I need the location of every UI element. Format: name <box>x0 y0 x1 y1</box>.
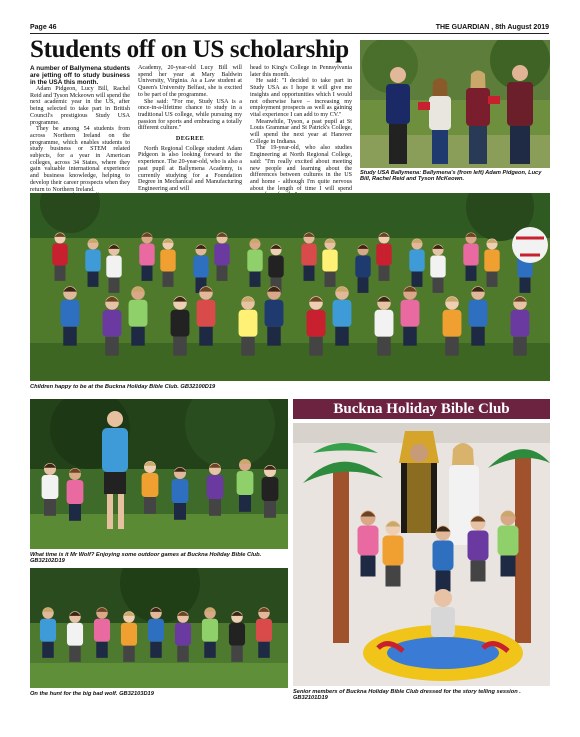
bible-club-banner: Buckna Holiday Bible Club <box>293 399 550 419</box>
article-subhead: DEGREE <box>175 136 205 143</box>
page-number: Page 46 <box>30 24 57 31</box>
senior-members-caption: Senior members of Buckna Holiday Bible Club dressed for the story telling session . GB32101D19 <box>293 689 521 702</box>
publication-dateline: THE GUARDIAN , 8th August 2019 <box>435 24 549 31</box>
article-lead: A number of Ballymena students are jetting off to study business in the USA this month. <box>30 65 130 86</box>
article-paragraph: Adam Pidgeon, Lucy Bill, Rachel Reid and Tyson Mckeown will spend the next academic year in the US, after being selected to take part in British Council's prestigious Study USA programme. <box>30 86 130 126</box>
senior-members-photo <box>293 423 550 686</box>
article-paragraph: Academy, 20-year-old Lucy Bill will spend her year at Mary Baldwin University, Virginia. As a Law student at Queen's University Belfast, she is excited to be part of the programme. <box>138 65 242 98</box>
article-paragraph: North Regional College student Adam Pidgeon is also looking forward to the experience. The 20-year-old, who is also a past pupil at Ballymena Academy, is currently studying for a Foundation Degree in Mechanical and Manufacturing Engineering and will <box>138 145 242 192</box>
wolf-hunt-photo <box>30 568 288 688</box>
wolf-hunt-caption: On the hunt for the big bad wolf. GB32103D19 <box>30 691 154 697</box>
article-paragraph: Meanwhile, Tyson, a past pupil at St Louis Grammar and St Patrick's College, will spend the next year at Hanover College in Indiana. <box>250 118 352 145</box>
header-rule <box>30 33 549 34</box>
article-paragraph: The 19-year-old, who also studies Engineering at North Regional College, said: "I'm really excited about meeting new people and learning about the differences between cultures in the US and home - although I'm quite nervous about the length of time I will spend <box>250 145 352 192</box>
group-photo-caption: Children happy to be at the Buckna Holiday Bible Club. GB32100D19 <box>30 384 216 390</box>
bible-club-group-photo <box>30 193 550 381</box>
children-walking <box>40 607 272 662</box>
article-paragraph: They be among 54 students from across Northern Ireland on the programme, which enables students to study business or STEM related subjects, for a year in American colleges, across 34 States, where they gain valuable international experience and business knowledge, helping to develop their career prospects when they return to Northern Ireland. <box>30 126 130 193</box>
students-photo <box>360 40 550 168</box>
article-paragraph: He said: "I decided to take part in Study USA as I hope it will give me insights and opportunities which I would not otherwise have – increasing my employment prospects as well as gaining vital experience I can add to my CV." <box>250 78 352 118</box>
article-column-3 <box>250 65 352 199</box>
mr-wolf-game-photo <box>30 399 288 549</box>
article-column-1 <box>30 65 130 200</box>
students-photo-caption: Study USA Ballymena: Ballymena's (from left) Adam Pidgeon, Lucy Bill, Rachel Reid and Tyson McKeown. <box>360 170 542 183</box>
article-paragraph: She said: "For me, Study USA is a once-in-a-lifetime chance to study in a traditional US college, while pursuing my passion for sports and embracing a totally different culture." <box>138 98 242 132</box>
article-column-2 <box>138 65 242 193</box>
headline: Students off on US scholarship <box>30 36 349 63</box>
mr-wolf-caption: What time is it Mr Wolf? Enjoying some outdoor games at Buckna Holiday Bible Club. GB32102D19 <box>30 552 262 565</box>
article-paragraph: head to King's College in Pennsylvania later this month. <box>250 65 352 78</box>
